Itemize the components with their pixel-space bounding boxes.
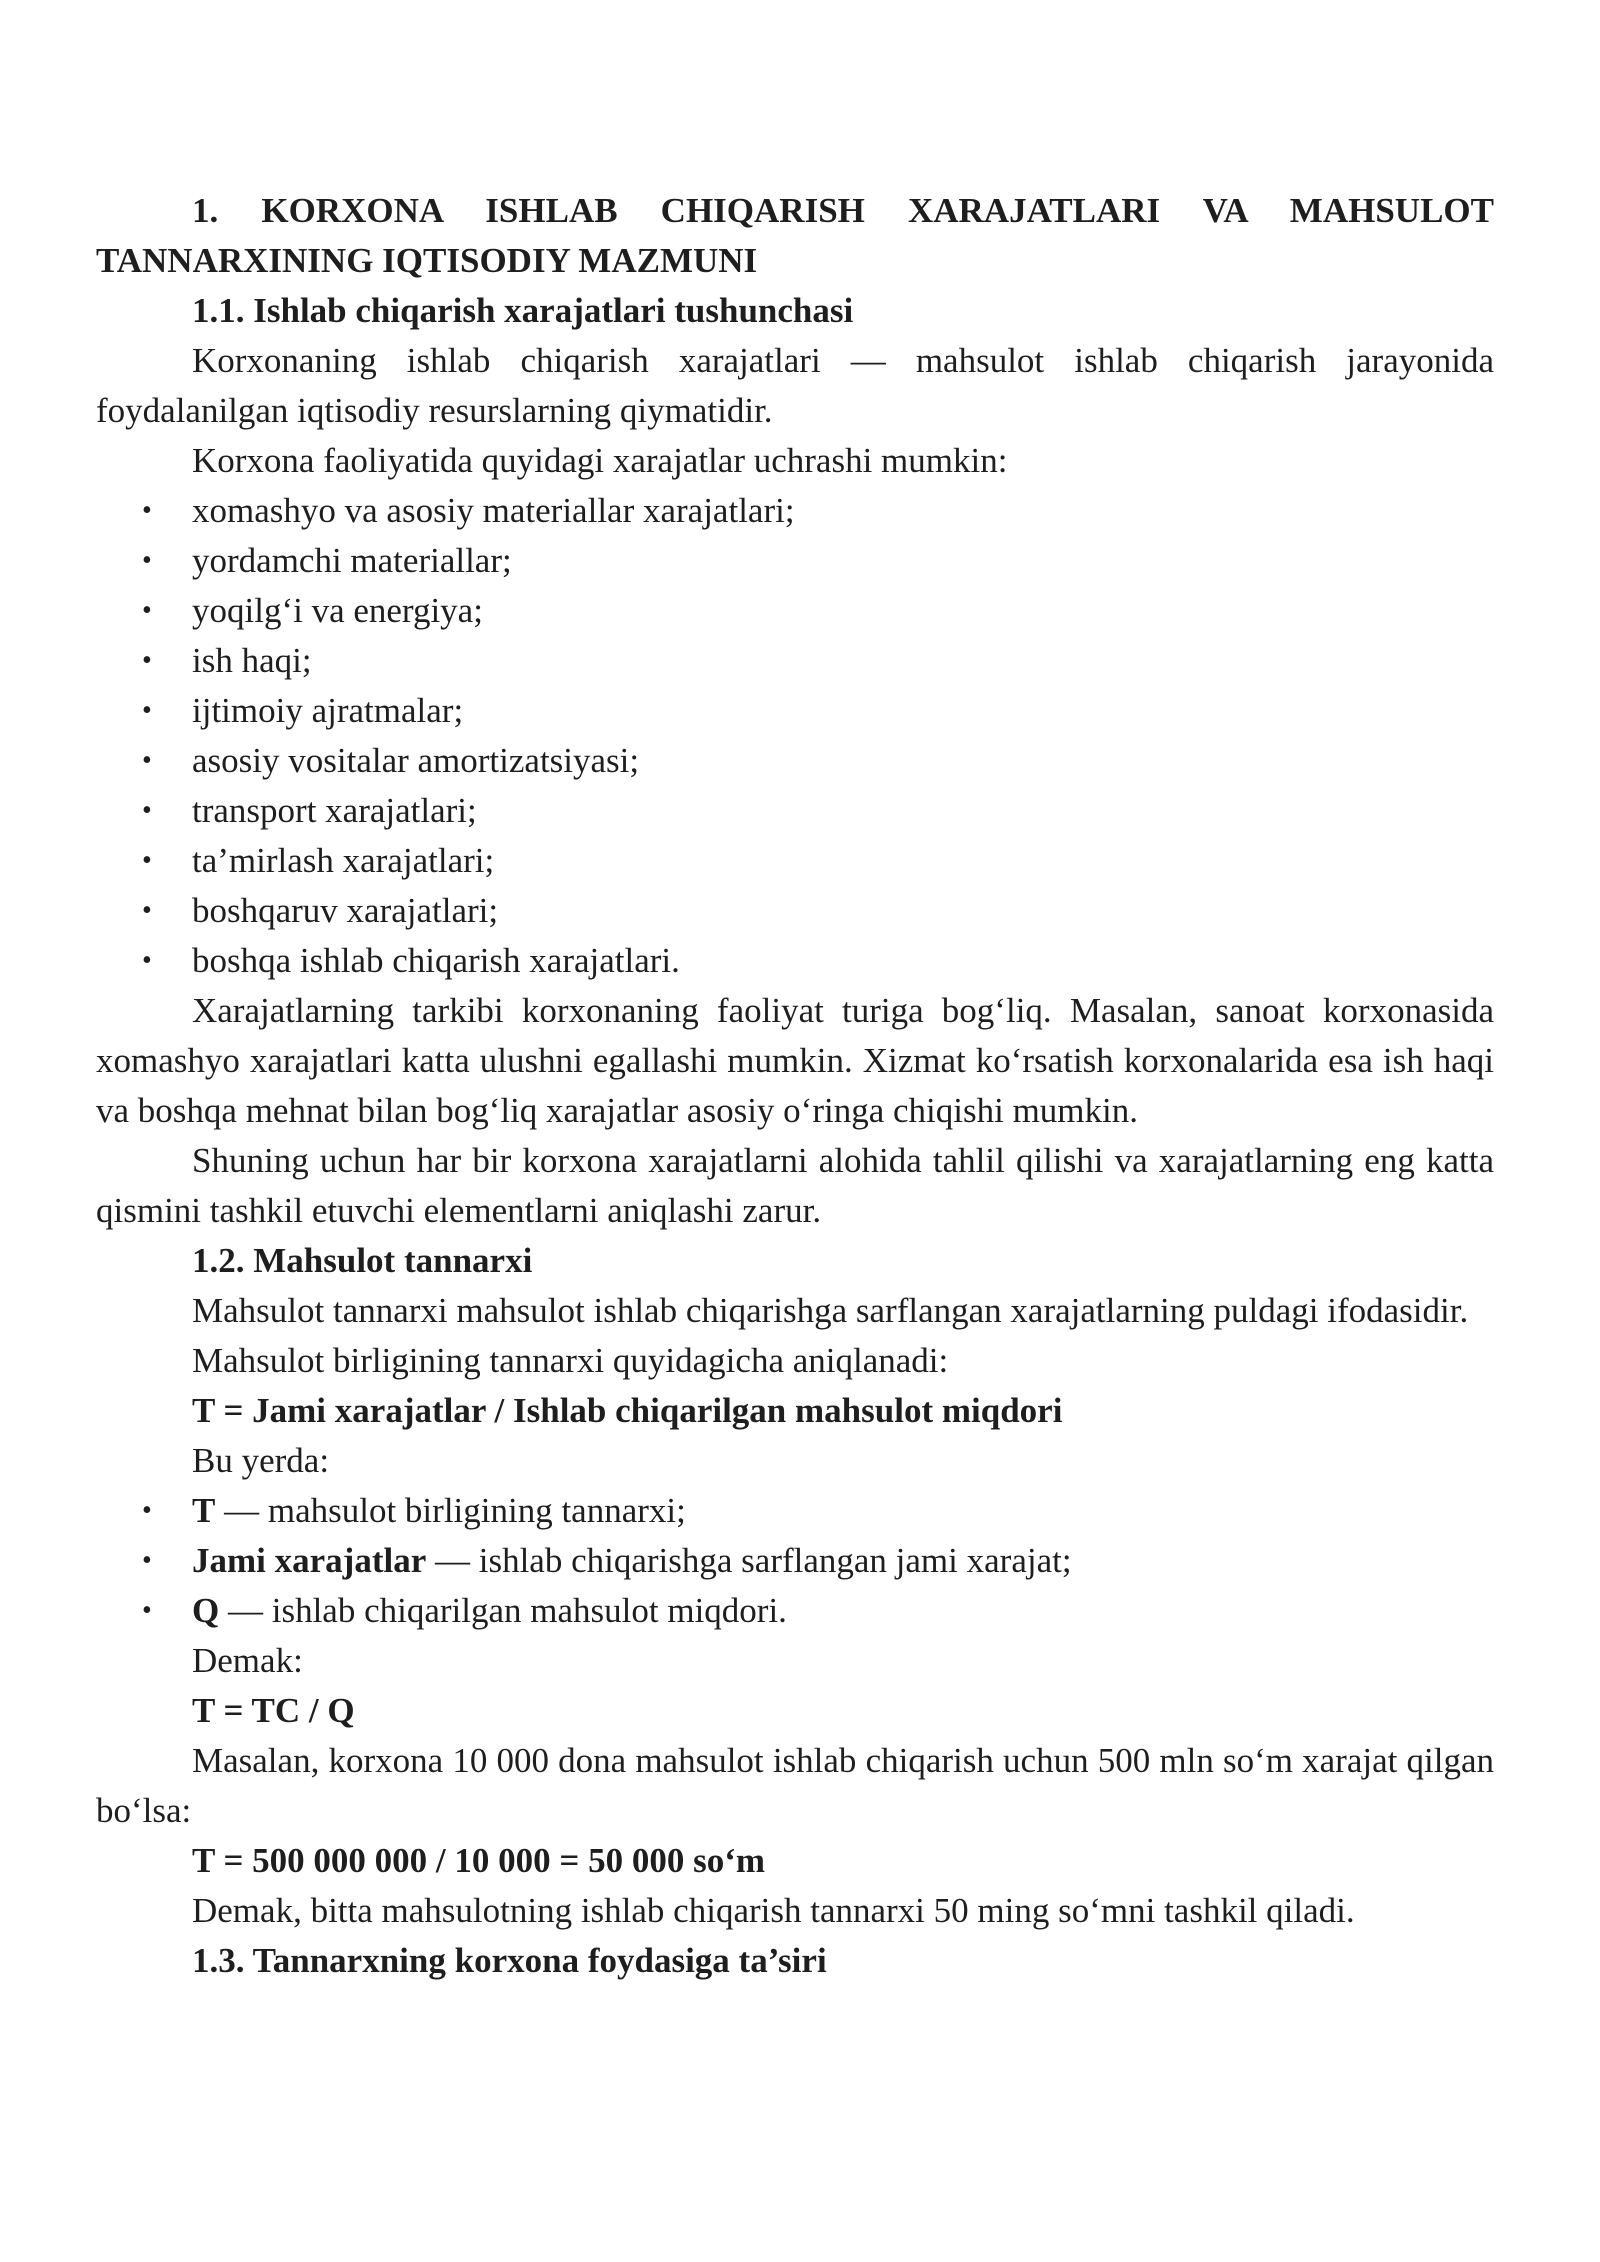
bullet-icon: •	[142, 795, 152, 826]
bullet-icon: •	[142, 695, 152, 726]
bullet-icon: •	[142, 1545, 152, 1576]
list-item-text: ish haqi;	[192, 641, 312, 680]
bullet-icon: •	[142, 645, 152, 676]
bullet-icon: •	[142, 945, 152, 976]
document-page	[96, 186, 1494, 1986]
list-item-text: transport xarajatlari;	[192, 791, 477, 830]
list-item	[96, 636, 1494, 686]
list-item	[96, 836, 1494, 886]
section-1-1-paragraph-2: Korxona faoliyatida quyidagi xarajatlar uchrashi mumkin:	[192, 441, 1008, 480]
bullet-icon: •	[142, 745, 152, 776]
bullet-icon: •	[142, 495, 152, 526]
section-1-2-paragraph-1: Mahsulot tannarxi mahsulot ishlab chiqarishga sarflangan xarajatlarning puldagi ifodasidir.	[192, 1291, 1469, 1330]
list-item-text: asosiy vositalar amortizatsiyasi;	[192, 741, 640, 780]
bullet-icon: •	[142, 595, 152, 626]
definition-term: Jami xarajatlar	[192, 1541, 427, 1580]
list-item	[96, 1536, 1494, 1586]
list-item-text: boshqaruv xarajatlari;	[192, 891, 499, 930]
formula-1: T = Jami xarajatlar / Ishlab chiqarilgan mahsulot miqdori	[192, 1391, 1063, 1430]
list-item	[96, 786, 1494, 836]
definition-text: — ishlab chiqarishga sarflangan jami xarajat;	[426, 1541, 1072, 1580]
section-1-1-paragraph-3: Xarajatlarning tarkibi korxonaning faoliyat turiga bog‘liq. Masalan, sanoat korxonasida xomashyo xarajatlari katta ulushni egallashi mumkin. Xizmat ko‘rsatish korxonalarida esa ish haqi va boshqa mehnat bilan bog‘liq xarajatlar asosiy o‘ringa chiqishi mumkin.	[96, 991, 1494, 1130]
section-1-2-title: 1.2. Mahsulot tannarxi	[192, 1241, 533, 1280]
definition-text: — mahsulot birligining tannarxi;	[215, 1491, 686, 1530]
section-1-1-paragraph-1: Korxonaning ishlab chiqarish xarajatlari — mahsulot ishlab chiqarish jarayonida foydalanilgan iqtisodiy resurslarning qiymatidir.	[96, 341, 1494, 430]
main-heading: 1. KORXONA ISHLAB CHIQARISH XARAJATLARI VA MAHSULOT TANNARXINING IQTISODIY MAZMUNI	[96, 191, 1494, 280]
definition-text: — ishlab chiqarilgan mahsulot miqdori.	[219, 1591, 787, 1630]
section-1-2-paragraph-4: Demak, bitta mahsulotning ishlab chiqarish tannarxi 50 ming so‘mni tashkil qiladi.	[192, 1891, 1355, 1930]
list-item-text: boshqa ishlab chiqarish xarajatlari.	[192, 941, 680, 980]
list-item-text: yordamchi materiallar;	[192, 541, 512, 580]
list-item	[96, 1586, 1494, 1636]
formula-3: T = 500 000 000 / 10 000 = 50 000 so‘m	[192, 1841, 766, 1880]
bullet-icon: •	[142, 545, 152, 576]
list-item	[96, 536, 1494, 586]
demak-label: Demak:	[192, 1641, 303, 1680]
list-item-text: ijtimoiy ajratmalar;	[192, 691, 464, 730]
list-item	[96, 736, 1494, 786]
section-1-3-title: 1.3. Tannarxning korxona foydasiga ta’siri	[192, 1941, 827, 1980]
definition-term: T	[192, 1491, 216, 1530]
section-1-2-paragraph-3: Masalan, korxona 10 000 dona mahsulot ishlab chiqarish uchun 500 mln so‘m xarajat qilgan bo‘lsa:	[96, 1741, 1494, 1830]
list-item	[96, 936, 1494, 986]
section-1-1-title: 1.1. Ishlab chiqarish xarajatlari tushunchasi	[192, 291, 854, 330]
section-1-1-paragraph-4: Shuning uchun har bir korxona xarajatlarni alohida tahlil qilishi va xarajatlarning eng katta qismini tashkil etuvchi elementlarni aniqlashi zarur.	[96, 1141, 1494, 1230]
list-item	[96, 1486, 1494, 1536]
expense-list	[96, 486, 1494, 986]
definitions-list	[96, 1486, 1494, 1636]
bu-yerda-label: Bu yerda:	[192, 1441, 330, 1480]
bullet-icon: •	[142, 1595, 152, 1626]
list-item	[96, 886, 1494, 936]
list-item	[96, 686, 1494, 736]
list-item-text: xomashyo va asosiy materiallar xarajatlari;	[192, 491, 795, 530]
list-item	[96, 586, 1494, 636]
bullet-icon: •	[142, 845, 152, 876]
list-item	[96, 486, 1494, 536]
section-1-2-paragraph-2: Mahsulot birligining tannarxi quyidagicha aniqlanadi:	[192, 1341, 949, 1380]
bullet-icon: •	[142, 895, 152, 926]
list-item-text: ta’mirlash xarajatlari;	[192, 841, 495, 880]
definition-term: Q	[192, 1591, 220, 1630]
bullet-icon: •	[142, 1495, 152, 1526]
list-item-text: yoqilg‘i va energiya;	[192, 591, 483, 630]
formula-2: T = TC / Q	[192, 1691, 355, 1730]
